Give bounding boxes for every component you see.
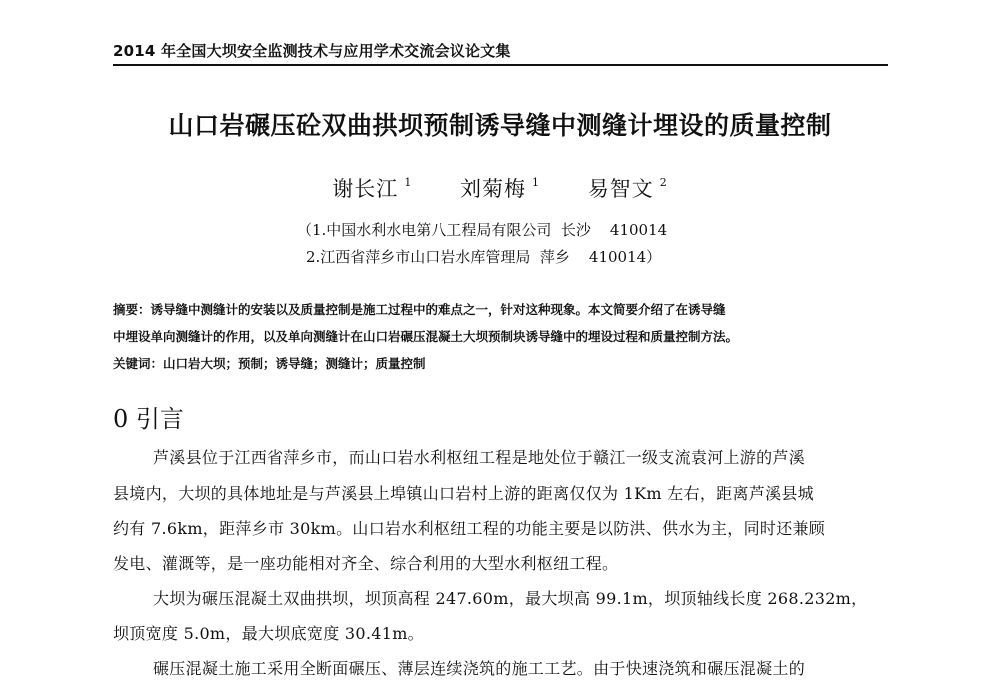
author xyxy=(588,177,668,201)
body-text-line: 县境内，大坝的具体地址是与芦溪县上埠镇山口岩村上游的距离仅仅为 1Km 左右，距离芦溪县城 xyxy=(113,484,814,503)
body-text-line: 坝顶宽度 5.0m，最大坝底宽度 30.41m。 xyxy=(113,624,424,643)
running-header: 2014 年全国大坝安全监测技术与应用学术交流会议论文集 xyxy=(113,42,511,60)
section-heading: 0 引言 xyxy=(113,405,184,433)
author xyxy=(460,177,540,201)
body-text-line: 芦溪县位于江西省萍乡市，而山口岩水利枢纽工程是地处位于赣江一级支流袁河上游的芦溪 xyxy=(153,448,806,467)
affiliation-line: （1.中国水利水电第八工程局有限公司 长沙 410014 xyxy=(297,221,668,239)
body-text-line: 大坝为碾压混凝土双曲拱坝，坝顶高程 247.60m，最大坝高 99.1m，坝顶轴线长度 268.232m， xyxy=(153,589,868,608)
body-text-line: 发电、灌溉等，是一座功能相对齐全、综合利用的大型水利枢纽工程。 xyxy=(113,554,619,573)
abstract-line: 中埋设单向测缝计的作用，以及单向测缝计在山口岩碾压混凝土大坝预制块诱导缝中的埋设过程和质量控制方法。 xyxy=(113,329,739,344)
author-affiliation-mark: 1 xyxy=(532,176,540,189)
author xyxy=(332,177,412,201)
author-list xyxy=(0,173,1000,203)
body-text-line: 碾压混凝土施工采用全断面碾压、薄层连续浇筑的施工工艺。由于快速浇筑和碾压混凝土的 xyxy=(153,659,806,678)
author-affiliation-mark: 1 xyxy=(404,176,413,189)
author-name: 易智文 xyxy=(587,177,654,201)
author-affiliation-mark: 2 xyxy=(659,176,668,189)
abstract-line: 摘要：诱导缝中测缝计的安装以及质量控制是施工过程中的难点之一，针对这种现象。本文简要介绍了在诱导缝 xyxy=(113,302,726,317)
body-text-line: 约有 7.6km，距萍乡市 30km。山口岩水利枢纽工程的功能主要是以防洪、供水为主，同时还兼顾 xyxy=(113,519,826,538)
author-name: 谢长江 xyxy=(332,177,399,201)
author-name: 刘菊梅 xyxy=(460,177,526,201)
paper-title: 山口岩碾压砼双曲拱坝预制诱导缝中测缝计埋设的质量控制 xyxy=(168,111,832,140)
affiliation-line: 2.江西省萍乡市山口岩水库管理局 萍乡 410014） xyxy=(306,248,662,266)
header-rule xyxy=(113,64,888,66)
keywords-line: 关键词：山口岩大坝；预制；诱导缝；测缝计；质量控制 xyxy=(113,356,426,371)
